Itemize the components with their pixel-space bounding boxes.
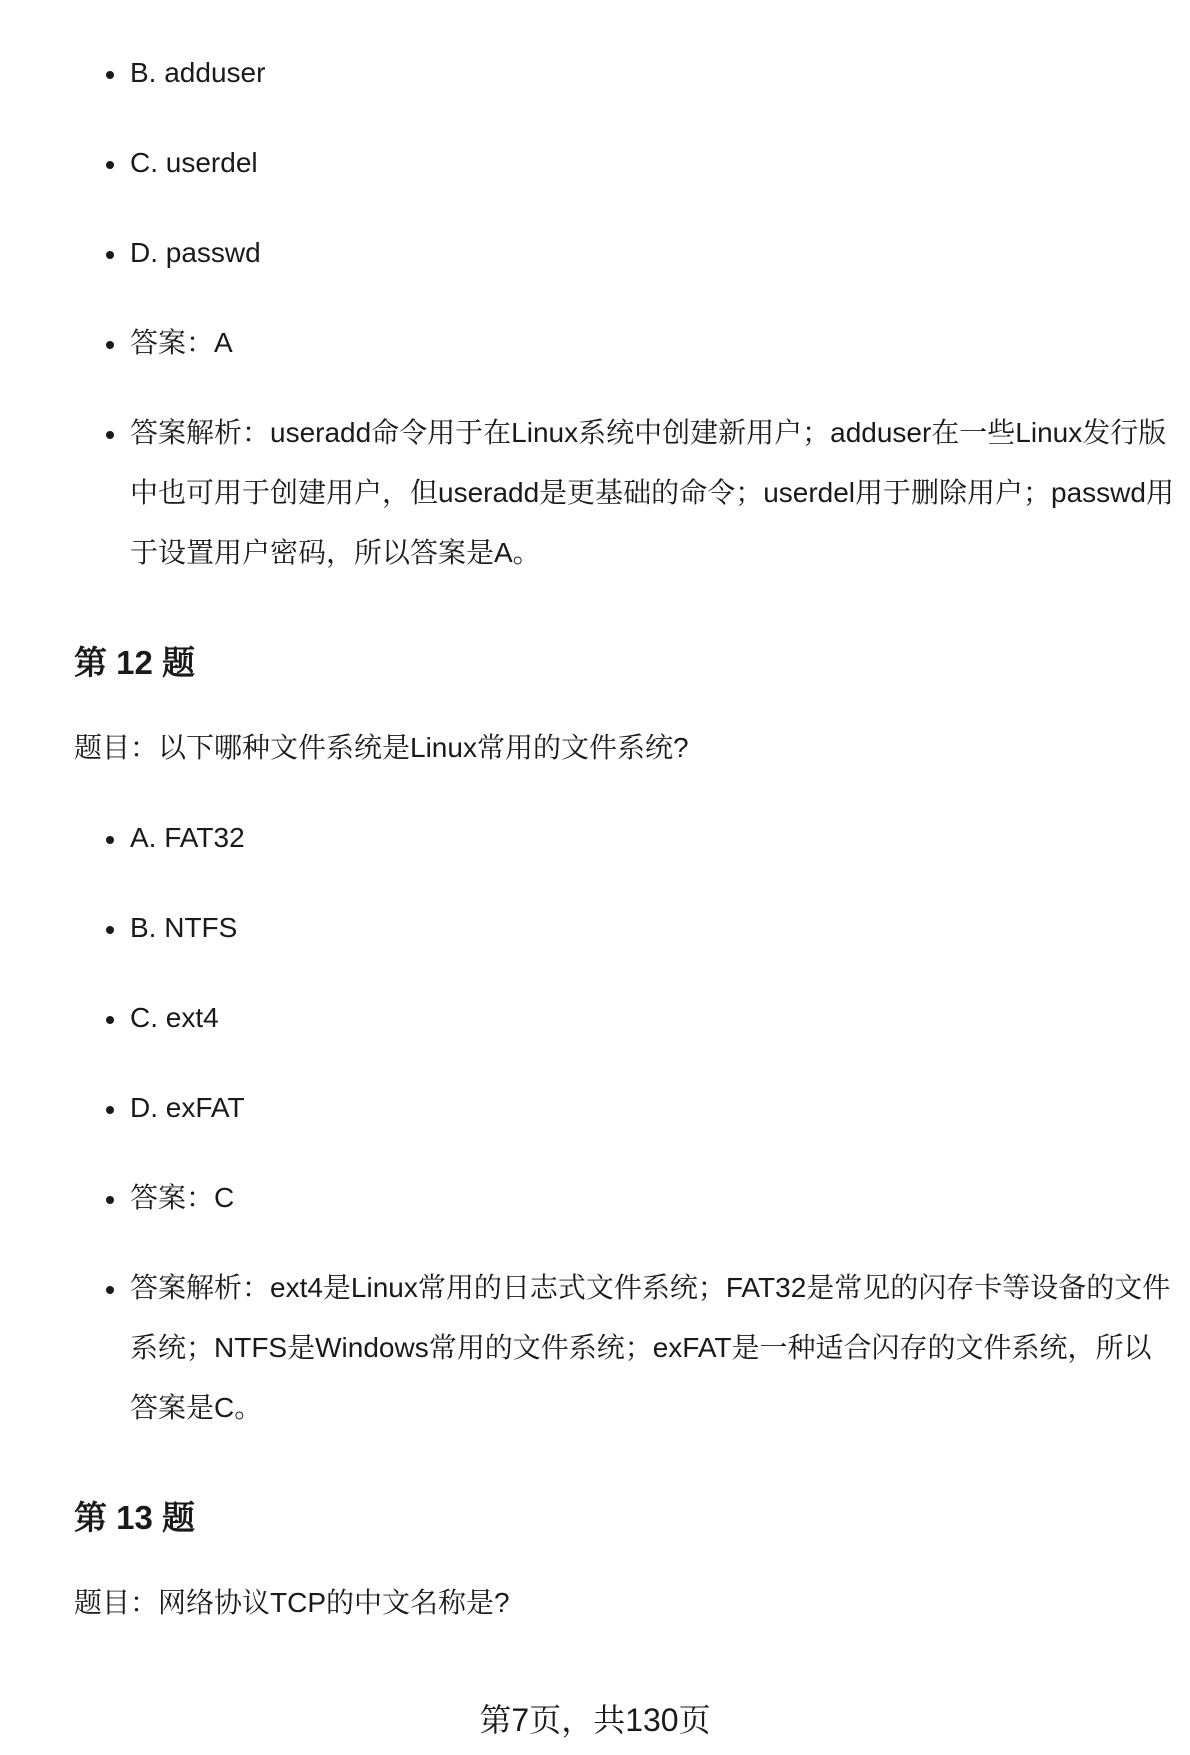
page-footer: 第7页，共130页 [479,1702,711,1738]
q11-option-b: B. adduser [74,58,1174,88]
q11-answer: 答案：A [74,328,1174,358]
q11-option-list [74,58,1174,583]
q12-heading: 第 12 题 [74,644,196,681]
q13-heading: 第 13 题 [74,1499,196,1536]
q12-answer: 答案：C [74,1183,1174,1213]
q12-option-c: C. ext4 [74,1003,1174,1033]
q11-option-d: D. passwd [74,238,1174,268]
q12-explanation: 答案解析：ext4是Linux常用的日志式文件系统；FAT32是常见的闪存卡等设备的文件系统；NTFS是Windows常用的文件系统；exFAT是一种适合闪存的文件系统，所以答案是C。 [74,1258,1174,1438]
q12-option-d: D. exFAT [74,1093,1174,1123]
q12-question: 题目：以下哪种文件系统是Linux常用的文件系统? [74,732,689,763]
q11-explanation: 答案解析：useradd命令用于在Linux系统中创建新用户；adduser在一些Linux发行版中也可用于创建用户，但useradd是更基础的命令；userdel用于删除用户；passwd用于设置用户密码，所以答案是A。 [74,403,1174,583]
q11-option-c: C. userdel [74,148,1174,178]
q12-option-list [74,823,1174,1438]
q12-option-a: A. FAT32 [74,823,1174,853]
q12-option-b: B. NTFS [74,913,1174,943]
q13-question: 题目：网络协议TCP的中文名称是? [74,1587,510,1618]
document-content [74,58,1174,1678]
